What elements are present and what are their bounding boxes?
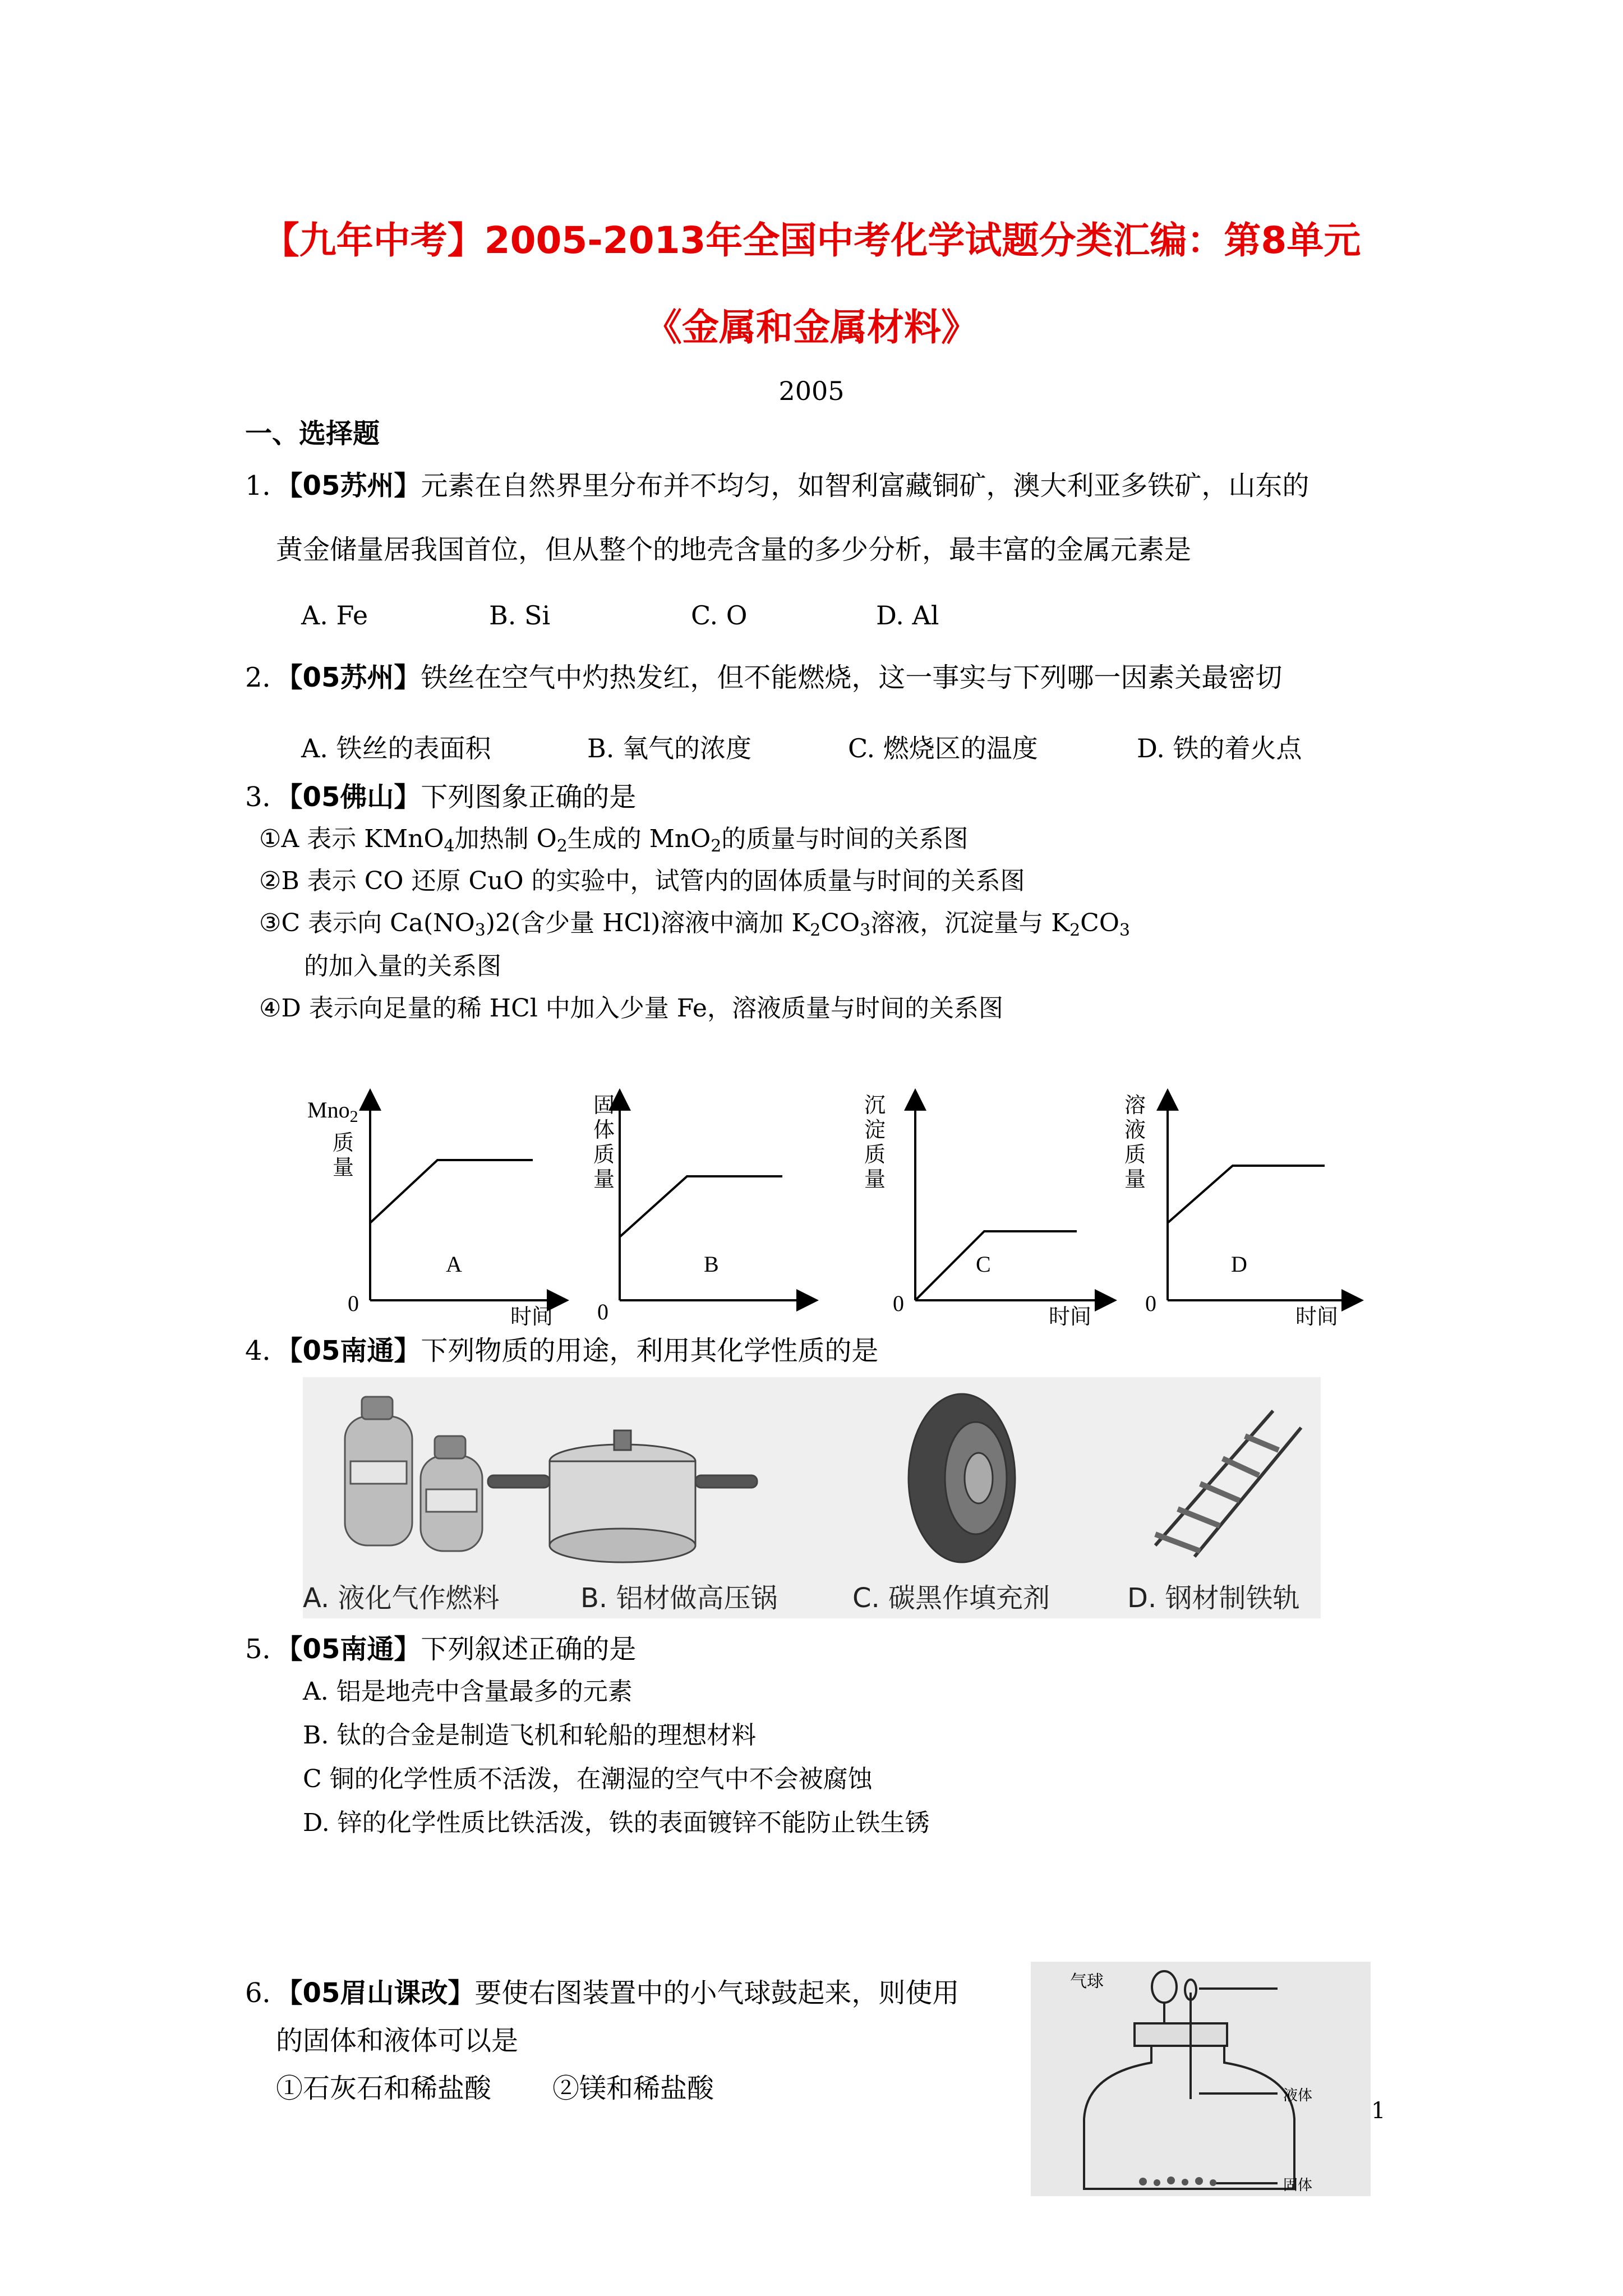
question-source-tag: 【05眉山课改】 [289,1977,475,2009]
q2-option-b: B. 氧气的浓度 [587,733,752,763]
balloon-apparatus-figure [1031,1962,1371,2196]
question-text: 铁丝在空气中灼热发红，但不能燃烧，这一事实与下列哪一因素关最密切 [421,662,1283,693]
graph-d-curve [1168,1166,1325,1223]
pressure-cooker-image [488,1430,757,1562]
q3-statement-3: ③C 表示向 $Ca(NO_3)2$(含少量 HCl)溶液中滴加 $K_2CO_3$溶液，沉淀量与 $K_2CO_3$ [259,909,1131,940]
graph-a-ylabel: Mno$_2$ [307,1097,358,1126]
q4-photo-panel [303,1377,1321,1618]
question-6 [245,1977,959,2010]
q2-option-d: D. 铁的着火点 [1137,733,1302,763]
graph-c-curve [915,1231,1077,1300]
graph-d-origin: 0 [1145,1291,1156,1316]
solid-label: 固体 [1283,2177,1313,2194]
q5-option-a: A. 铝是地壳中含量最多的元素 [303,1677,633,1706]
page-title-line1: 【九年中考】2005-2013年全国中考化学试题分类汇编：第8单元 [262,219,1361,262]
question-text: 下列物质的用途，利用其化学性质的是 [421,1335,879,1366]
graph-b-origin: 0 [597,1299,608,1324]
q1-option-c: C. O [691,600,748,631]
year-heading: 2005 [778,376,845,406]
graph-d-xlabel: 时间 [1295,1304,1339,1329]
question-6-cont: 的固体和液体可以是 [276,2025,519,2056]
question-source-tag: 【05南通】 [289,1634,421,1665]
gas-cylinder-image [345,1397,482,1551]
q1-option-b: B. Si [489,600,551,631]
graph-c-origin: 0 [893,1291,904,1316]
rail-track-image [1155,1411,1301,1557]
question-5 [245,1634,636,1666]
question-source-tag: 【05南通】 [289,1335,421,1366]
question-source-tag: 【05苏州】 [289,662,421,693]
question-source-tag: 【05苏州】 [289,470,421,501]
question-text: 要使右图装置中的小气球鼓起来，则使用 [474,1977,960,2009]
graph-c-letter: C [976,1251,991,1277]
q4-caption-d: D. 钢材制铁轨 [1127,1582,1300,1614]
q5-option-d: D. 锌的化学性质比铁活泼，铁的表面镀锌不能防止铁生锈 [303,1809,930,1837]
graph-a-origin: 0 [348,1291,359,1316]
q2-option-c: C. 燃烧区的温度 [848,733,1038,763]
q6-option-2: ②镁和稀盐酸 [552,2073,714,2104]
graph-b-ylabel: 固体质量 [593,1093,615,1191]
page-title-line2: 《金属和金属材料》 [645,306,978,349]
question-number: 2． [245,662,289,693]
graph-a-xlabel: 时间 [510,1304,554,1329]
tire-image [909,1394,1015,1562]
graph-d-letter: D [1231,1251,1247,1277]
liquid-label: 液体 [1283,2087,1313,2104]
graph-a-ylabel-2: 质量 [332,1130,354,1180]
graph-d-ylabel: 溶液质量 [1124,1093,1146,1191]
question-number: 4． [245,1335,289,1366]
q5-option-c: C 铜的化学性质不活泼，在潮湿的空气中不会被腐蚀 [303,1765,873,1793]
question-number: 6． [245,1977,289,2009]
balloon-apparatus-drawing [1031,1962,1371,2196]
question-1-cont: 黄金储量居我国首位，但从整个的地壳含量的多少分析，最丰富的金属元素是 [276,534,1192,565]
question-number: 1． [245,470,289,501]
question-source-tag: 【05佛山】 [289,781,421,813]
q2-option-a: A. 铁丝的表面积 [301,733,491,763]
q3-statement-2: ②B 表示 CO 还原 CuO 的实验中，试管内的固体质量与时间的关系图 [259,867,1025,895]
q4-caption-a: A. 液化气作燃料 [303,1582,500,1614]
graph-b-letter: B [704,1251,719,1277]
question-text: 下列叙述正确的是 [421,1634,637,1665]
graph-c-ylabel: 沉淀质量 [864,1093,886,1191]
q4-caption-c: C. 碳黑作填充剂 [852,1582,1050,1614]
question-4 [245,1335,878,1368]
q3-statement-4: ④D 表示向足量的稀 HCl 中加入少量 Fe，溶液质量与时间的关系图 [259,994,1003,1023]
page-number: 1 [1371,2098,1386,2124]
graph-c-xlabel: 时间 [1049,1304,1092,1329]
q3-statement-1: ①A 表示 KMnO$_4$加热制 $O_2$生成的 MnO$_2$的质量与时间的关系图 [259,825,969,856]
graph-a-letter: A [446,1251,462,1277]
question-number: 3． [245,781,289,813]
q3-statement-3-cont: 的加入量的关系图 [304,952,501,981]
q5-option-b: B. 钛的合金是制造飞机和轮船的理想材料 [303,1721,757,1750]
graph-b-curve [620,1176,782,1237]
section-heading: 一、选择题 [245,418,380,449]
q1-option-a: A. Fe [301,600,368,631]
q1-option-d: D. Al [876,600,939,631]
q4-caption-b: B. 铝材做高压锅 [580,1582,778,1614]
graph-a-curve [370,1160,533,1223]
question-text: 下列图象正确的是 [421,781,637,813]
question-text: 元素在自然界里分布并不均匀，如智利富藏铜矿，澳大利亚多铁矿，山东的 [421,470,1310,501]
balloon-label: 气球 [1070,1972,1104,1991]
q6-option-1: ①石灰石和稀盐酸 [276,2073,492,2104]
question-number: 5． [245,1634,289,1665]
